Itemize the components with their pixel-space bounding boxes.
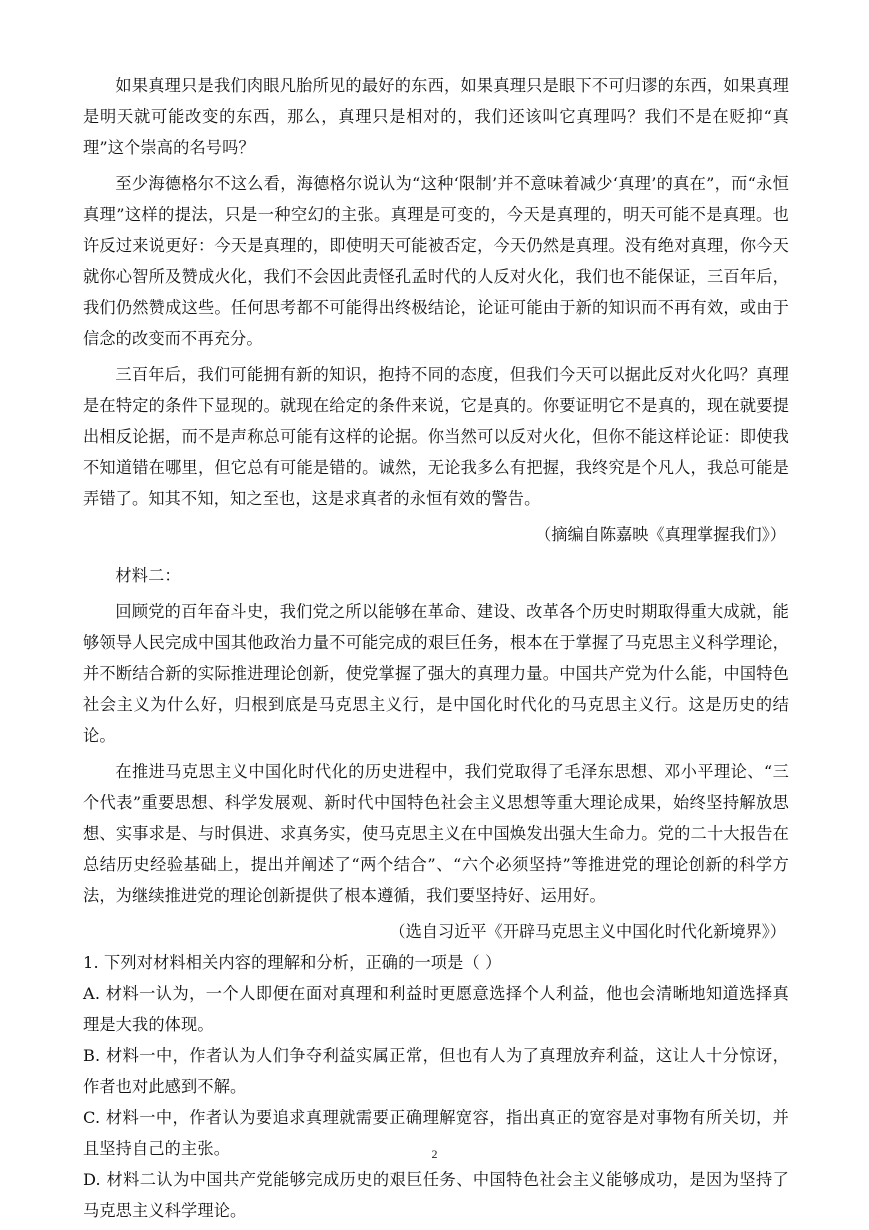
- question-block: [83, 947, 789, 1226]
- option-c: C. 材料一中，作者认为要追求真理就需要正确理解宽容，指出真正的宽容是对事物有所关切，并且坚持自己的主张。: [83, 1108, 789, 1158]
- question-stem: 1. 下列对材料相关内容的理解和分析，正确的一项是（ ）: [83, 953, 502, 972]
- page-number: 2: [431, 1147, 438, 1161]
- material2-paragraph-2: 在推进马克思主义中国化时代化的历史进程中，我们党取得了毛泽东思想、邓小平理论、“三个代表”重要思想、科学发展观、新时代中国特色社会主义思想等重大理论成果，始终坚持解放思想、实事求是、与时俱进、求真务实，使马克思主义在中国焕发出强大生命力。党的二十大报告在总结历史经验基础上，提出并阐述了“两个结合”、“六个必须坚持”等推进党的理论创新的科学方法，为继续推进党的理论创新提供了根本遵循，我们要坚持好、运用好。: [83, 762, 789, 905]
- material1-paragraph-2: 至少海德格尔不这么看，海德格尔说认为“这种‘限制’并不意味着减少‘真理’的真在”，而“永恒真理”这样的提法，只是一种空幻的主张。真理是可变的，今天是真理的，明天可能不是真理。也许反过来说更好：今天是真理的，即使明天可能被否定，今天仍然是真理。没有绝对真理，你今天就你心智所及赞成火化，我们不会因此责怪孔孟时代的人反对火化，我们也不能保证，三百年后，我们仍然赞成这些。任何思考都不可能得出终极结论，论证可能由于新的知识而不再有效，或由于信念的改变而不再充分。: [83, 174, 789, 348]
- material2-source: （选自习近平《开辟马克思主义中国化时代化新境界》）: [389, 922, 786, 941]
- option-d: D. 材料二认为中国共产党能够完成历史的艰巨任务、中国特色社会主义能够成功，是因为坚持了马克思主义科学理论。: [83, 1170, 789, 1220]
- material1-paragraph-3: 三百年后，我们可能拥有新的知识，抱持不同的态度，但我们今天可以据此反对火化吗？真理是在特定的条件下显现的。就现在给定的条件来说，它是真的。你要证明它不是真的，现在就要提出相反论据，而不是声称总可能有这样的论据。你当然可以反对火化，但你不能这样论证：即使我不知道错在哪里，但它总有可能是错的。诚然，无论我多么有把握，我终究是个凡人，我总可能是弄错了。知其不知，知之至也，这是求真者的永恒有效的警告。: [83, 365, 789, 508]
- material2-label: 材料二：: [115, 566, 181, 585]
- option-a: A. 材料一认为，一个人即便在面对真理和利益时更愿意选择个人利益，他也会清晰地知道选择真理是大我的体现。: [83, 984, 789, 1034]
- material1-paragraph-1: 如果真理只是我们肉眼凡胎所见的最好的东西，如果真理只是眼下不可归谬的东西，如果真理是明天就可能改变的东西，那么，真理只是相对的，我们还该叫它真理吗？我们不是在贬抑“真理”这个崇高的名号吗？: [83, 76, 789, 157]
- material1-source: （摘编自陈嘉映《真理掌握我们》）: [535, 525, 786, 544]
- page-content: [83, 70, 789, 1226]
- material2-paragraph-1: 回顾党的百年奋斗史，我们党之所以能够在革命、建设、改革各个历史时期取得重大成就，能够领导人民完成中国其他政治力量不可能完成的艰巨任务，根本在于掌握了马克思主义科学理论，并不断结合新的实际推进理论创新，使党掌握了强大的真理力量。中国共产党为什么能，中国特色社会主义为什么好，归根到底是马克思主义行，是中国化时代化的马克思主义行。这是历史的结论。: [83, 602, 789, 745]
- option-b: B. 材料一中，作者认为人们争夺利益实属正常，但也有人为了真理放弃利益，这让人十分惊讶，作者也对此感到不解。: [83, 1046, 789, 1096]
